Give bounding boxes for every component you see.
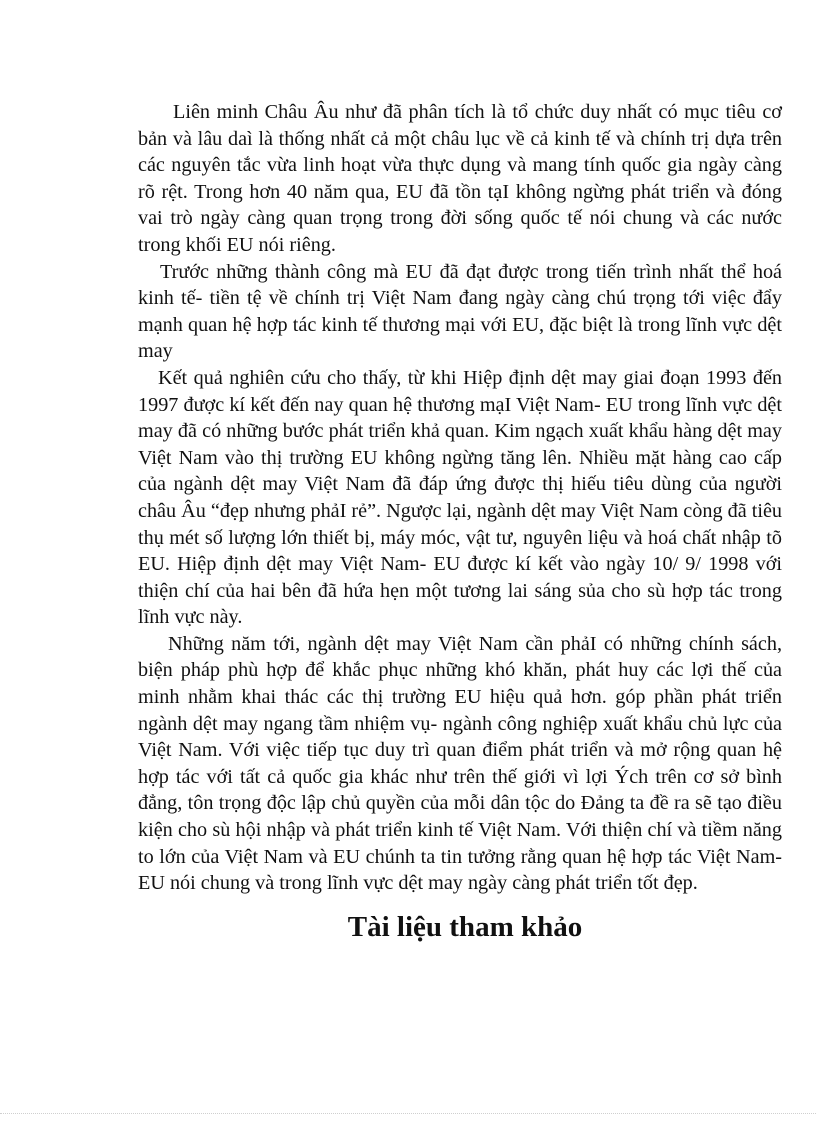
paragraph-conclusion-4: Những năm tới, ngành dệt may Việt Nam cần phảI có những chính sách, biện pháp phù hợp để khắc phục những khó khăn, phát huy các lợi thế của minh nhằm khai thác các thị trường EU hiệu quả hơn. góp phần phát triển ngành dệt may ngang tầm nhiệm vụ- ngành công nghiệp xuất khẩu chủ lực của Việt Nam. Với việc tiếp tục duy trì quan điểm phát triển và mở rộng quan hệ hợp tác với tất cả quốc gia khác như trên thế giới vì lợi Ých trên cơ sở bình đẳng, tôn trọng độc lập chủ quyền của mỗi dân tộc do Đảng ta đề ra sẽ tạo điều kiện cho sù hội nhập và phát triển kinh tế Việt Nam. Với thiện chí và tiềm năng to lớn của Việt Nam và EU chúnh ta tin tưởng rằng quan hệ hợp tác Việt Nam- EU nói chung và trong lĩnh vực dệt may ngày càng phát triển tốt đẹp. [138,632,782,895]
paragraph-conclusion-1: Liên minh Châu Âu như đã phân tích là tổ chức duy nhất có mục tiêu cơ bản và lâu daì là thống nhất cả một châu lục về cả kinh tế và chính trị dựa trên các nguyên tắc vừa linh hoạt vừa thực dụng và mang tính quốc gia ngày càng rõ rệt. Trong hơn 40 năm qua, EU đã tồn tạI không ngừng phát triển và đóng vai trò ngày càng quan trọng trong đời sống quốc tế nói chung và các nước trong khối EU nói riêng. [138,101,782,256]
paragraph-conclusion-3: Kết quả nghiên cứu cho thấy, từ khi Hiệp định dệt may giai đoạn 1993 đến 1997 được kí kết đến nay quan hệ thương mạI Việt Nam- EU trong lĩnh vực dệt may đã có những bước phát triển khả quan. Kim ngạch xuất khẩu hàng dệt may Việt Nam vào thị trường EU không ngừng tăng lên. Nhiều mặt hàng cao cấp của ngành dệt may Việt Nam đã đáp ứng được thị hiếu tiêu dùng của người châu Âu “đẹp nhưng phảI rẻ”. Ngược lại, ngành dệt may Việt Nam còng đã tiêu thụ mét số lượng lớn thiết bị, máy móc, vật tư, nguyên liệu và hoá chất nhập tõ EU. Hiệp định dệt may Việt Nam- EU được kí kết vào ngày 10/ 9/ 1998 với thiện chí của hai bên đã hứa hẹn một tương lai sáng sủa cho sù hợp tác trong lĩnh vực này. [138,366,782,629]
references-heading: Tài liệu tham khảo [347,910,583,943]
paragraph-conclusion-2: Trước những thành công mà EU đã đạt được trong tiến trình nhất thể hoá kinh tế- tiền tệ về chính trị Việt Nam đang ngày càng chú trọng tới việc đẩy mạnh quan hệ hợp tác kinh tế thương mại với EU, đặc biệt là trong lĩnh vực dệt may [138,260,782,363]
document-body [138,99,782,945]
page-bottom-border [0,1113,816,1114]
